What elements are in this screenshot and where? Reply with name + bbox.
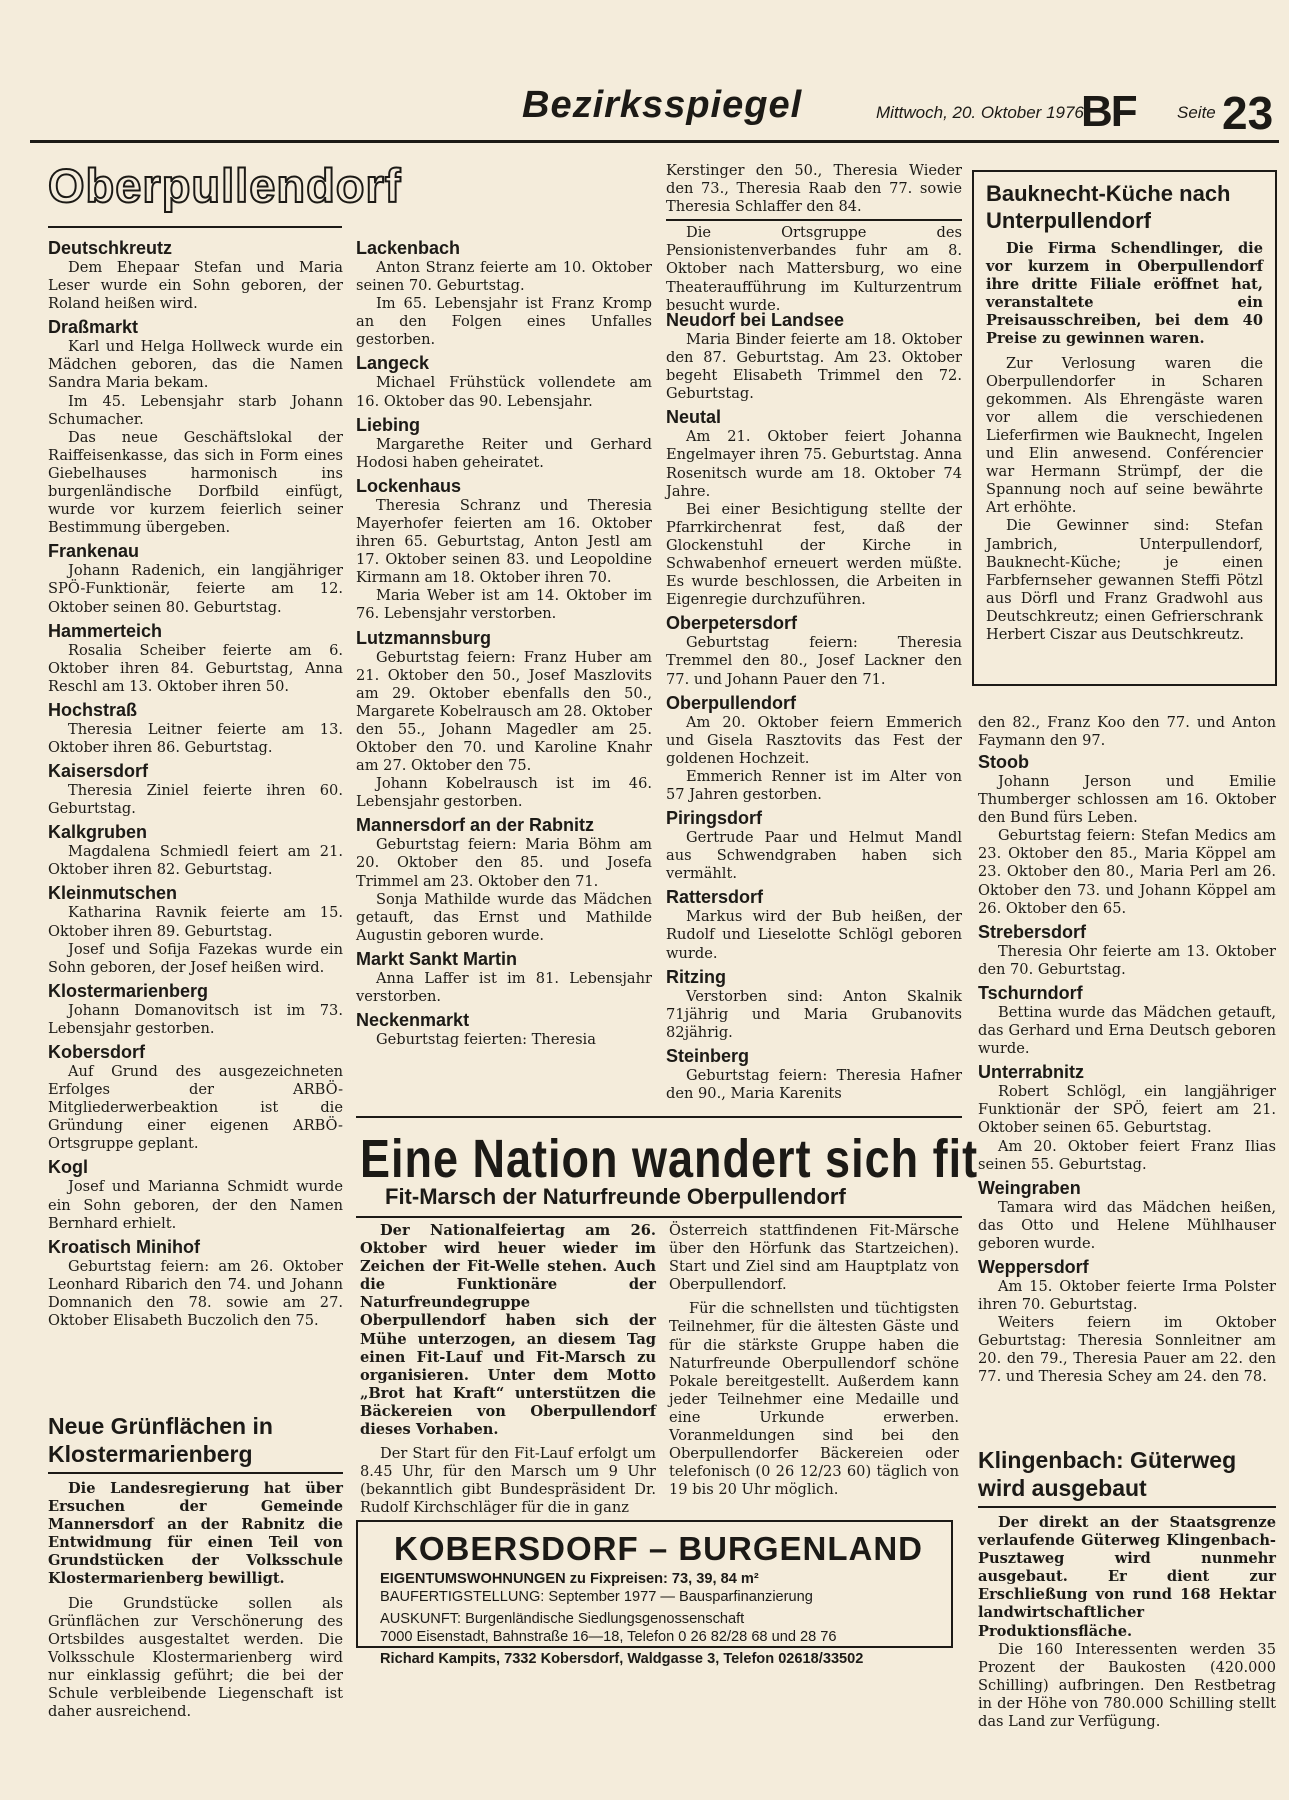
- place-heading: Deutschkreutz: [48, 238, 173, 258]
- place-heading: Markt Sankt Martin: [356, 948, 518, 969]
- place-heading: Rattersdorf: [666, 887, 764, 908]
- place-heading: Hammerteich: [48, 620, 163, 641]
- district-title: Oberpullendorf: [48, 159, 402, 212]
- notice-text: Auf Grund des ausgezeichneten Erfolges der ARBÖ-Mitgliederwerbeaktion ist die Gründung einer eigenen ARBÖ-Ortsgruppe geplant.: [48, 1063, 343, 1153]
- gruen-body: Die Grundstücke sollen als Grünflächen zur Verschönerung des Ortsbildes ausgestaltet werden. Die Volksschule Klostermarienberg wird nur einklassig geführt; die bei der Schule verbleibende Liegenschaft ist daher ausreichend.: [48, 1594, 343, 1721]
- fit-subhead: Fit-Marsch der Naturfreunde Oberpullendorf: [385, 1184, 846, 1209]
- place-heading: Lackenbach: [356, 238, 461, 258]
- notice-text: Geburtstag feiern: Stefan Medics am 23. Oktober den 85., Maria Köppel am 23. Oktober den 80., Maria Perl am 26. Oktober den 73. und Johann Köppel am 26. Oktober den 65.: [978, 827, 1276, 917]
- place-heading: Weingraben: [978, 1177, 1081, 1198]
- box-p1: Zur Verlosung waren die Oberpullendorfer in Scharen gekommen. Als Ehrengäste waren vor allem die verschiedenen Lieferfirmen wie Bauknecht, Ingelen und Elin anwesend. Conférencier war Hermann Strümpf, der die Spannung noch auf seine bewährte Art erhöhte.: [986, 354, 1263, 517]
- ad-line-1: EIGENTUMSWOHNUNGEN zu Fixpreisen: 73, 39, 84 m²: [380, 1571, 759, 1587]
- notice-text: Anna Laffer ist im 81. Lebensjahr verstorben.: [356, 969, 652, 1005]
- notice-text: Geburtstag feiern: am 26. Oktober Leonhard Ribarich den 74. und Johann Domnanich den 78. sowie am 27. Oktober Elisabeth Buczolich den 75.: [48, 1257, 343, 1330]
- notice-text: Theresia Schranz und Theresia Mayerhofer feierten am 16. Oktober ihren 65. Geburtstag, Anton Jestl am 17. Oktober seinen 83. und Leopoldine Kirmann am 18. Oktober ihren 70.: [356, 496, 652, 587]
- place-heading: Lutzmannsburg: [356, 627, 491, 648]
- notice-text: Im 65. Lebensjahr ist Franz Kromp an den Folgen eines Unfalles gestorben.: [356, 295, 652, 349]
- box-headline: Bauknecht-Küche nach Unterpullendorf: [986, 181, 1231, 233]
- place-heading: Lockenhaus: [356, 475, 462, 496]
- notice-text: Weiters feiern im Oktober Geburtstag: Theresia Sonnleitner am 20. den 79., Theresia Pauer am 22. den 77. und Theresia Schey am 24. den 78.: [978, 1314, 1276, 1386]
- place-heading: Piringsdorf: [666, 808, 763, 829]
- notice-text: Michael Frühstück vollendete am 16. Oktober das 90. Lebensjahr.: [356, 374, 652, 410]
- notice-text: Gertrude Paar und Helmut Mandl aus Schwendgraben haben sich vermählt.: [666, 829, 962, 883]
- notice-text: Bei einer Besichtigung stellte der Pfarrkirchenrat fest, daß der Glockenstuhl der Kirche in Schwabenhof erneuert werden müßte. Es wurde beschlossen, die Arbeiten in Eigenregie durchzuführen.: [666, 500, 962, 609]
- kling-body: Die 160 Interessenten werden 35 Prozent der Baukosten (420.000 Schilling) aufbringen. Den Restbetrag in der Höhe von 780.000 Schilling stellt das Land zur Verfügung.: [978, 1640, 1276, 1731]
- box-lead: Die Firma Schendlinger, die vor kurzem in Oberpullendorf ihre dritte Filiale eröffnet hat, veranstaltete ein Preisausschreiben, bei dem 40 Preise zu gewinnen waren.: [986, 240, 1263, 348]
- notice-text: Geburtstag feiern: Theresia Tremmel den 80., Josef Lackner den 77. und Johann Pauer den 71.: [666, 634, 962, 688]
- notice-text: Am 20. Oktober feiern Emmerich und Gisela Rasztovits das Fest der goldenen Hochzeit.: [666, 713, 962, 767]
- fit-headline: Eine Nation wandert sich fit: [360, 1128, 979, 1190]
- place-heading: Neudorf bei Landsee: [666, 310, 845, 330]
- issue-date: Mittwoch, 20. Oktober 1976: [876, 103, 1084, 122]
- place-heading: Kalkgruben: [48, 822, 148, 843]
- notice-text: Robert Schlögl, ein langjähriger Funktionär der SPÖ, feiert am 21. Oktober seinen 65. Geburtstag.: [978, 1083, 1276, 1137]
- notice-text: Theresia Ohr feierte am 13. Oktober den 70. Geburtstag.: [978, 942, 1276, 978]
- notice-text: Josef und Sofija Fazekas wurde ein Sohn geboren, der Josef heißen wird.: [48, 940, 343, 976]
- gruen-lead: Die Landesregierung hat über Ersuchen der Gemeinde Mannersdorf an der Rabnitz die Entwidmung für einen Teil von Grundstücken der Volksschule Klostermarienberg bewilligt.: [48, 1480, 343, 1588]
- fit-p2: Österreich stattfindenen Fit-Märsche über den Hörfunk das Startzeichen). Start und Ziel sind am Hauptplatz von Oberpullendorf.: [669, 1222, 959, 1294]
- ad-line-2: BAUFERTIGSTELLUNG: September 1977 — Bausparfinanzierung: [380, 1589, 813, 1605]
- ad-line-3: AUSKUNFT: Burgenländische Siedlungsgenossenschaft: [380, 1611, 745, 1627]
- notice-text: Das neue Geschäftslokal der Raiffeisenkasse, das sich in Form eines Giebelhauses harmonisch ins burgenländische Dorfbild einfügt, wurde vor kurzem feierlich seiner Bestimmung übergeben.: [48, 428, 343, 537]
- notice-text: Johann Kobelrausch ist im 46. Lebensjahr gestorben.: [356, 775, 652, 811]
- notice-text: Josef und Marianna Schmidt wurde ein Sohn geboren, der den Namen Bernhard erhielt.: [48, 1178, 343, 1232]
- column-3: [666, 306, 962, 1103]
- gruen-rule: [48, 1472, 343, 1474]
- notice-text: Im 45. Lebensjahr starb Johann Schumacher.: [48, 392, 343, 428]
- place-heading: Kroatisch Minihof: [48, 1236, 200, 1257]
- place-heading: Oberpetersdorf: [666, 613, 798, 634]
- place-heading: Draßmarkt: [48, 317, 139, 338]
- notice-text: Margarethe Reiter und Gerhard Hodosi haben geheiratet.: [356, 435, 652, 471]
- notice-text: Geburtstag feiern: Maria Böhm am 20. Oktober den 85. und Josefa Trimmel am 23. Oktober den 71.: [356, 836, 652, 890]
- page-label: Seite: [1177, 103, 1216, 122]
- place-heading: Neutal: [666, 407, 722, 428]
- notice-text: Geburtstag feiern: Theresia Hafner den 90., Maria Karenits: [666, 1066, 962, 1102]
- place-heading: Oberpullendorf: [666, 692, 796, 713]
- notice-text: Johann Domanovitsch ist im 73. Lebensjahr gestorben.: [48, 1001, 343, 1037]
- place-heading: Klostermarienberg: [48, 980, 209, 1001]
- notice-text: Karl und Helga Hollweck wurde ein Mädchen geboren, das die Namen Sandra Maria bekam.: [48, 338, 343, 392]
- col3-rule: [666, 219, 962, 221]
- place-heading: Strebersdorf: [978, 921, 1087, 942]
- place-heading: Tschurndorf: [978, 982, 1083, 1003]
- column-4: [978, 748, 1276, 1387]
- col3-cont-text-2: Die Ortsgruppe des Pensionistenverbandes fuhr am 8. Oktober nach Mattersburg, wo eine Theateraufführung im Kulturzentrum besucht wurde.: [666, 224, 962, 314]
- notice-text: Theresia Ziniel feierte ihren 60. Geburtstag.: [48, 782, 343, 818]
- place-heading: Weppersdorf: [978, 1256, 1089, 1277]
- place-heading: Mannersdorf an der Rabnitz: [356, 815, 595, 836]
- page-number: 23: [1222, 87, 1274, 139]
- place-heading: Kleinmutschen: [48, 883, 178, 904]
- notice-text: Katharina Ravnik feierte am 15. Oktober ihren 89. Geburtstag.: [48, 904, 343, 940]
- kling-headline: Klingenbach: Güterweg wird ausgebaut: [978, 1447, 1237, 1501]
- bf-logo: BF: [1081, 87, 1136, 136]
- column-3-continuation: [666, 162, 962, 315]
- notice-text: Johann Jerson und Emilie Thumberger schlossen am 16. Oktober den Bund fürs Leben.: [978, 773, 1276, 827]
- column-4-continuation: [978, 714, 1276, 750]
- title-rule: [48, 226, 342, 228]
- place-heading: Kobersdorf: [48, 1042, 146, 1062]
- notice-text: Bettina wurde das Mädchen getauft, das Gerhard und Erna Deutsch geboren wurde.: [978, 1003, 1276, 1058]
- box-p2: Die Gewinner sind: Stefan Jambrich, Unterpullendorf, Bauknecht-Küche; je einen Farbfernseher gewannen Steffi Pötzl aus Dörfl und Franz Gradwohl aus Deutschkreutz; einen Gefrierschrank Herbert Ciszar aus Deutschkreutz.: [986, 517, 1263, 643]
- notice-text: Am 20. Oktober feiert Franz Ilias seinen 55. Geburtstag.: [978, 1137, 1276, 1173]
- notice-text: Rosalia Scheiber feierte am 6. Oktober ihren 84. Geburtstag, Anna Reschl am 13. Oktober ihren 50.: [48, 641, 343, 695]
- notice-text: Magdalena Schmiedl feiert am 21. Oktober ihren 82. Geburtstag.: [48, 843, 343, 879]
- notice-text: Am 15. Oktober feierte Irma Polster ihren 70. Geburtstag.: [978, 1277, 1276, 1314]
- fit-col-b: [669, 1222, 959, 1499]
- fit-sub-rule: [356, 1216, 962, 1218]
- notice-text: Maria Weber ist am 14. Oktober im 76. Lebensjahr verstorben.: [356, 587, 652, 623]
- notice-text: Sonja Mathilde wurde das Mädchen getauft, das Ernst und Mathilde Augustin geboren wurde.: [356, 890, 652, 944]
- column-1: [48, 234, 343, 1330]
- bauknecht-box: [972, 170, 1277, 686]
- kobersdorf-ad: [356, 1520, 953, 1667]
- place-heading: Hochstraß: [48, 699, 138, 720]
- place-heading: Neckenmarkt: [356, 1010, 470, 1031]
- fit-col-a: [360, 1222, 656, 1518]
- col3-cont-text: Kerstinger den 50., Theresia Wieder den 73., Theresia Raab den 77. sowie Theresia Schlaffer den 84.: [666, 162, 962, 216]
- place-heading: Steinberg: [666, 1045, 750, 1066]
- kling-lead: Der direkt an der Staatsgrenze verlaufende Güterweg Klingenbach-Pusztaweg wird nunmehr ausgebaut. Er dient zur Erschließung von rund 168 Hektar landwirtschaftlicher Produktionsfläche.: [978, 1514, 1276, 1640]
- header-rule: [30, 140, 1279, 143]
- place-heading: Langeck: [356, 353, 430, 374]
- place-heading: Stoob: [978, 752, 1029, 772]
- col4-cont-text: den 82., Franz Koo den 77. und Anton Faymann den 97.: [978, 714, 1276, 750]
- notice-text: Theresia Leitner feierte am 13. Oktober ihren 86. Geburtstag.: [48, 720, 343, 756]
- notice-text: Tamara wird das Mädchen heißen, das Otto und Helene Mühlhauser geboren wurde.: [978, 1198, 1276, 1252]
- notice-text: Emmerich Renner ist im Alter von 57 Jahren gestorben.: [666, 767, 962, 803]
- gruen-article: [48, 1412, 343, 1721]
- column-2: [356, 234, 652, 1049]
- notice-text: Johann Radenich, ein langjähriger SPÖ-Funktionär, feierte am 12. Oktober seinen 80. Geburtstag.: [48, 562, 343, 616]
- place-heading: Frankenau: [48, 541, 140, 562]
- notice-text: Dem Ehepaar Stefan und Maria Leser wurde ein Sohn geboren, der Roland heißen wird.: [48, 259, 343, 313]
- fit-lead: Der Nationalfeiertag am 26. Oktober wird heuer wieder im Zeichen der Fit-Welle stehen. Auch die Funktionäre der Naturfreundegruppe Oberpullendorf haben sich der Mühe unterzogen, an diesem Tag einen Fit-Lauf und Fit-Marsch zu organisieren. Unter dem Motto „Brot hat Kraft“ unterstützen die Bäckereien von Oberpullendorf dieses Vorhaben.: [360, 1222, 656, 1439]
- place-heading: Ritzing: [666, 966, 726, 987]
- place-heading: Liebing: [356, 414, 420, 435]
- fit-p3: Für die schnellsten und tüchtigsten Teilnehmer, für die ältesten Gäste und für die stärkste Gruppe haben die Naturfreunde Oberpullendorf schöne Pokale bereitgestellt. Außerdem kann jeder Teilnehmer eine Medaille und eine Urkunde erwerben. Voranmeldungen sind bei den Oberpullendorfer Bäckereien oder telefonisch (0 26 12/23 60) täglich von 19 bis 20 Uhr möglich.: [669, 1300, 959, 1499]
- fit-p1: Der Start für den Fit-Lauf erfolgt um 8.45 Uhr, für den Marsch um 9 Uhr (bekanntlich gibt Bundespräsident Dr. Rudolf Kirchschläger für die in ganz: [360, 1445, 656, 1517]
- notice-text: Markus wird der Bub heißen, der Rudolf und Lieselotte Schlögl geboren wurde.: [666, 908, 962, 962]
- notice-text: Am 21. Oktober feiert Johanna Engelmayer ihren 75. Geburtstag. Anna Rosenitsch wurde am 18. Oktober 74 Jahre.: [666, 428, 962, 500]
- kling-article: [978, 1446, 1276, 1731]
- kling-rule: [978, 1506, 1276, 1508]
- fit-top-rule: [356, 1116, 962, 1118]
- notice-text: Geburtstag feiern: Franz Huber am 21. Oktober den 50., Josef Maszlovits am 29. Oktober ebenfalls den 50., Margarete Kobelrausch am 28. Oktober den 55., Johann Magedler am 25. Oktober den 70. und Karoline Knahr am 27. Oktober den 75.: [356, 648, 652, 775]
- section-title: Bezirksspiegel: [522, 84, 803, 126]
- place-heading: Unterrabnitz: [978, 1062, 1085, 1083]
- place-heading: Kaisersdorf: [48, 761, 149, 782]
- notice-text: Anton Stranz feierte am 10. Oktober seinen 70. Geburtstag.: [356, 259, 652, 295]
- notice-text: Maria Binder feierte am 18. Oktober den 87. Geburtstag. Am 23. Oktober begeht Elisabeth Trimmel den 72. Geburtstag.: [666, 331, 962, 403]
- gruen-headline: Neue Grünflächen in Klostermarienberg: [48, 1413, 273, 1467]
- ad-line-5: Richard Kampits, 7332 Kobersdorf, Waldgasse 3, Telefon 02618/33502: [380, 1651, 864, 1667]
- notice-text: Geburtstag feierten: Theresia: [376, 1031, 596, 1049]
- place-heading: Kogl: [48, 1157, 88, 1178]
- notice-text: Verstorben sind: Anton Skalnik 71jährig und Maria Grubanovits 82jährig.: [666, 987, 962, 1041]
- ad-line-4: 7000 Eisenstadt, Bahnstraße 16—18, Telefon 0 26 82/28 68 und 28 76: [380, 1629, 837, 1645]
- ad-title: KOBERSDORF – BURGENLAND: [393, 1530, 924, 1567]
